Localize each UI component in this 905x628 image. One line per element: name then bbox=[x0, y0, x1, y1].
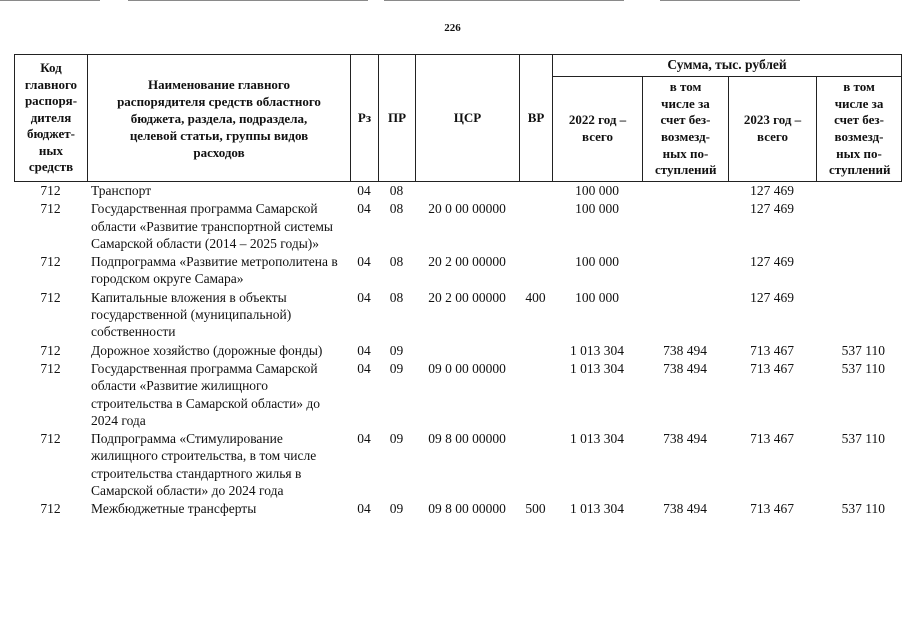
table-row bbox=[14, 500, 901, 518]
cell-vr bbox=[519, 200, 552, 253]
cell-csr bbox=[415, 342, 519, 360]
cell-2023-total: 127 469 bbox=[750, 289, 794, 305]
table-row bbox=[14, 182, 901, 200]
cell-name: Государственная программа Самарской области «Развитие транспортной системы Самарской области (2014 – 2025 годы)» bbox=[91, 201, 333, 251]
cell-name: Межбюджетные трансферты bbox=[91, 501, 257, 517]
table-row bbox=[14, 360, 901, 430]
cell-pr: 08 bbox=[389, 254, 404, 270]
cell-2023-total: 713 467 bbox=[750, 342, 794, 358]
cell-pr: 08 bbox=[389, 289, 404, 305]
cell-csr: 09 0 00 00000 bbox=[428, 360, 506, 376]
cell-code: 712 bbox=[40, 289, 61, 305]
header-csr: ЦСР bbox=[416, 55, 520, 182]
cell-vr bbox=[519, 182, 552, 200]
cell-code: 712 bbox=[40, 201, 61, 217]
table-header bbox=[14, 54, 902, 182]
cell-2023-free bbox=[816, 289, 901, 342]
cell-code: 712 bbox=[40, 360, 61, 376]
table-body bbox=[14, 182, 901, 519]
cell-2023-total: 713 467 bbox=[750, 360, 794, 376]
cell-2023-free bbox=[816, 253, 901, 289]
cell-pr: 09 bbox=[389, 501, 404, 517]
page-top-rule bbox=[0, 0, 905, 2]
cell-2022-free: 738 494 bbox=[663, 431, 707, 447]
cell-csr: 20 2 00 00000 bbox=[428, 254, 506, 270]
cell-2023-free: 537 110 bbox=[841, 501, 885, 517]
cell-2022-total: 100 000 bbox=[575, 201, 619, 217]
cell-code: 712 bbox=[40, 431, 61, 447]
cell-rz: 04 bbox=[357, 254, 371, 270]
table-row bbox=[14, 289, 901, 342]
cell-2023-free bbox=[816, 200, 901, 253]
cell-vr: 500 bbox=[525, 501, 546, 517]
header-vr: ВР bbox=[520, 55, 553, 182]
header-pr: ПР bbox=[379, 55, 416, 182]
cell-vr bbox=[519, 253, 552, 289]
cell-rz: 04 bbox=[357, 342, 371, 358]
cell-2022-free: 738 494 bbox=[663, 360, 707, 376]
cell-2022-free bbox=[642, 289, 728, 342]
cell-2023-total: 127 469 bbox=[750, 254, 794, 270]
cell-2022-free: 738 494 bbox=[663, 342, 707, 358]
cell-2023-free: 537 110 bbox=[841, 360, 885, 376]
cell-2022-total: 1 013 304 bbox=[570, 501, 624, 517]
cell-2022-total: 1 013 304 bbox=[570, 431, 624, 447]
cell-csr: 20 2 00 00000 bbox=[428, 289, 506, 305]
cell-vr bbox=[519, 430, 552, 500]
cell-rz: 04 bbox=[357, 289, 371, 305]
cell-vr: 400 bbox=[525, 289, 546, 305]
header-2023-free: в том числе за счет без-возмезд-ных по-ступлений bbox=[817, 77, 902, 182]
cell-2022-total: 100 000 bbox=[575, 183, 619, 198]
cell-2022-free: 738 494 bbox=[663, 501, 707, 517]
table-row bbox=[14, 253, 901, 289]
table-rows bbox=[14, 182, 901, 519]
cell-pr: 09 bbox=[389, 360, 404, 376]
header-name: Наименование главного распорядителя средств областного бюджета, раздела, подраздела, целевой статьи, группы видов расходов bbox=[88, 55, 351, 182]
cell-rz: 04 bbox=[357, 501, 371, 517]
cell-2022-total: 100 000 bbox=[575, 254, 619, 270]
cell-2022-total: 1 013 304 bbox=[570, 360, 624, 376]
cell-code: 712 bbox=[40, 183, 61, 198]
header-2023-total: 2023 год – всего bbox=[729, 77, 817, 182]
cell-code: 712 bbox=[40, 342, 61, 358]
cell-2023-total: 127 469 bbox=[750, 201, 794, 217]
header-2022-total: 2022 год – всего bbox=[553, 77, 643, 182]
cell-2022-free bbox=[642, 253, 728, 289]
cell-name: Подпрограмма «Развитие метрополитена в городском округе Самара» bbox=[91, 254, 338, 287]
cell-2022-total: 100 000 bbox=[575, 289, 619, 305]
cell-csr: 09 8 00 00000 bbox=[428, 431, 506, 447]
cell-csr: 20 0 00 00000 bbox=[428, 201, 506, 217]
cell-code: 712 bbox=[40, 254, 61, 270]
cell-name: Государственная программа Самарской области «Развитие жилищного строительства в Самарской области» до 2024 года bbox=[91, 360, 321, 428]
cell-pr: 09 bbox=[389, 431, 404, 447]
cell-csr: 09 8 00 00000 bbox=[428, 501, 506, 517]
cell-rz: 04 bbox=[357, 360, 371, 376]
cell-pr: 08 bbox=[389, 183, 404, 198]
cell-2023-free: 537 110 bbox=[841, 431, 885, 447]
cell-csr bbox=[415, 182, 519, 200]
header-sum: Сумма, тыс. рублей bbox=[553, 55, 902, 77]
cell-vr bbox=[519, 342, 552, 360]
header-2022-free: в том числе за счет без-возмезд-ных по-ступлений bbox=[643, 77, 729, 182]
cell-rz: 04 bbox=[357, 431, 371, 447]
cell-2023-free: 537 110 bbox=[841, 342, 885, 358]
cell-pr: 09 bbox=[389, 342, 404, 358]
cell-name: Подпрограмма «Стимулирование жилищного строительства, в том числе строительства стандартного жилья в Самарской области» до 2024 года bbox=[91, 431, 317, 499]
cell-rz: 04 bbox=[357, 201, 371, 217]
header-code: Код главного распоря-дителя бюджет-ных средств bbox=[15, 55, 88, 182]
page-number: 226 bbox=[444, 22, 461, 34]
cell-name: Транспорт bbox=[91, 183, 152, 198]
cell-rz: 04 bbox=[357, 183, 371, 198]
cell-2022-free bbox=[642, 200, 728, 253]
cell-2022-free bbox=[642, 182, 728, 200]
header-rz: Рз bbox=[351, 55, 379, 182]
cell-2023-total: 127 469 bbox=[750, 183, 794, 198]
cell-2023-total: 713 467 bbox=[750, 501, 794, 517]
table-row bbox=[14, 200, 901, 253]
cell-pr: 08 bbox=[389, 201, 404, 217]
cell-2023-free bbox=[816, 182, 901, 200]
cell-name: Дорожное хозяйство (дорожные фонды) bbox=[91, 342, 323, 358]
cell-vr bbox=[519, 360, 552, 430]
table-row bbox=[14, 342, 901, 360]
cell-code: 712 bbox=[40, 501, 61, 517]
table-row bbox=[14, 430, 901, 500]
cell-name: Капитальные вложения в объекты государственной (муниципальной) собственности bbox=[91, 289, 292, 340]
cell-2022-total: 1 013 304 bbox=[570, 342, 624, 358]
cell-2023-total: 713 467 bbox=[750, 431, 794, 447]
